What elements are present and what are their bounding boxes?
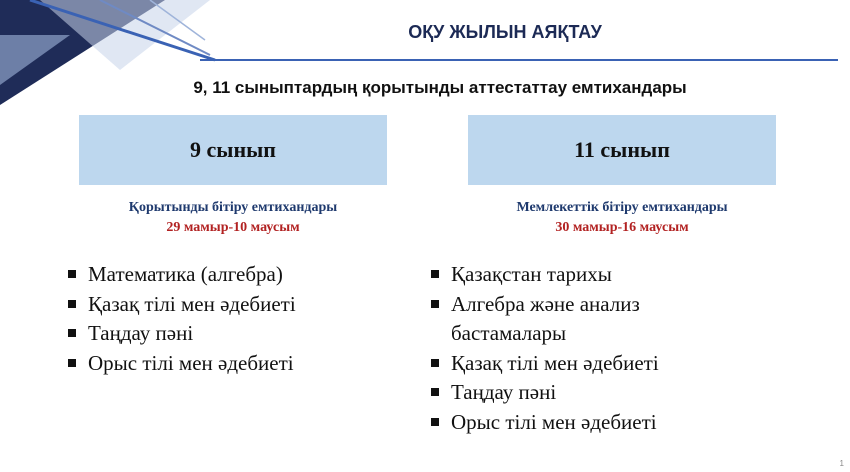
grade-11-header: 11 сынып [468, 115, 776, 185]
subject-label: Таңдау пәні [451, 380, 557, 404]
list-item [431, 408, 731, 438]
subject-label: Орыс тілі мен әдебиеті [451, 409, 657, 434]
list-item [68, 290, 398, 320]
list-item [431, 378, 731, 408]
grade-9-header: 9 сынып [79, 115, 387, 185]
list-item [68, 349, 398, 379]
list-item [431, 290, 731, 349]
header-divider [200, 59, 838, 61]
grade-9-exam-type: Қорытынды бітіру емтихандары [128, 200, 338, 215]
grade-9-subject-list [68, 260, 398, 378]
list-item [431, 260, 731, 290]
square-bullet-icon [68, 300, 76, 308]
subject-label: Қазақ тілі мен әдебиеті [88, 291, 296, 316]
square-bullet-icon [431, 418, 439, 426]
subject-label: Орыс тілі мен әдебиеті [88, 350, 294, 375]
square-bullet-icon [431, 300, 439, 308]
slide-title: ОҚУ ЖЫЛЫН АЯҚТАУ [408, 22, 602, 42]
list-item [431, 349, 731, 379]
subject-label: Қазақ тілі мен әдебиеті [451, 350, 659, 375]
grade-11-subject-list [431, 260, 731, 437]
subject-label: Қазақстан тарихы [451, 262, 612, 286]
list-item [68, 260, 398, 290]
slide-subtitle: 9, 11 сыныптардың қорытынды аттестаттау емтихандары [193, 78, 687, 97]
grade-9-exam-dates: 29 мамыр-10 маусым [166, 220, 300, 235]
subject-label: Математика (алгебра) [88, 262, 283, 286]
square-bullet-icon [431, 359, 439, 367]
square-bullet-icon [68, 270, 76, 278]
square-bullet-icon [68, 329, 76, 337]
list-item [68, 319, 398, 349]
subject-label: Таңдау пәні [88, 321, 194, 345]
square-bullet-icon [431, 388, 439, 396]
page-number: 1 [839, 459, 844, 468]
subject-label: Алгебра және анализ бастамалары [451, 291, 640, 345]
square-bullet-icon [431, 270, 439, 278]
grade-11-exam-type: Мемлекеттік бітіру емтихандары [516, 200, 728, 215]
grade-11-exam-dates: 30 мамыр-16 маусым [555, 220, 689, 235]
square-bullet-icon [68, 359, 76, 367]
